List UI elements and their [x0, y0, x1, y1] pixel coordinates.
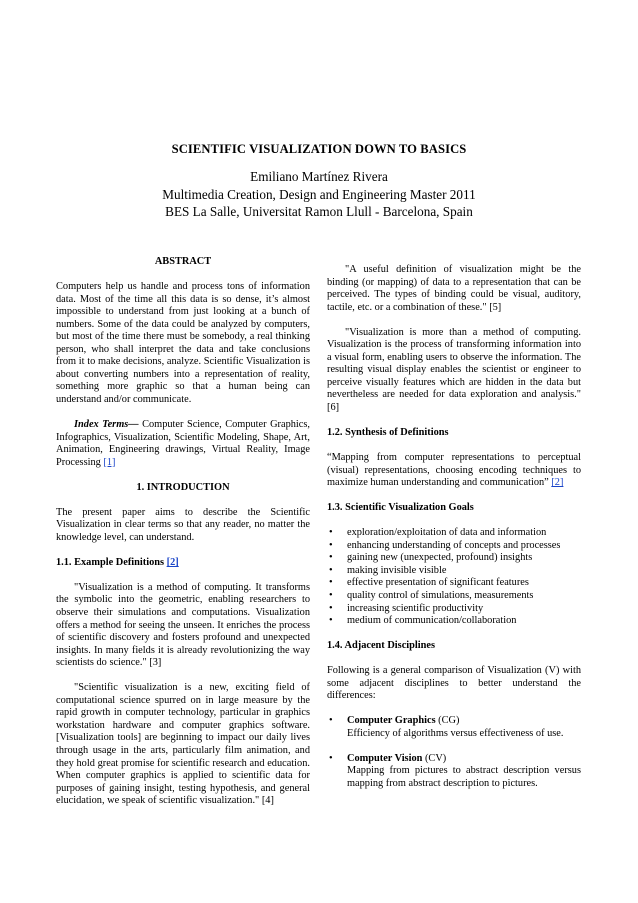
bullet-icon: • [329, 589, 333, 601]
discipline-term: Computer Graphics [347, 715, 436, 727]
citation-link-3[interactable]: [2] [551, 477, 564, 489]
definition-quote-2: "Scientific visualization is a new, exciting field of computational science spurred on in large measure by the rapid growth in computer technology, particular in graphics workstation hardware and computer graphics software. [Visualization tools] are beginning to impact our daily lives through usage in the arts, particularly film animation, and they hold great promise for scientific research and education. When computer graphics is applied to scientific data for purposes of gaining insight, testing hypothesis, and general elucidation, we speak of scientific visualization." [4] [56, 682, 310, 807]
list-item: • enhancing understanding of concepts and processes [329, 539, 561, 551]
left-column [56, 256, 310, 820]
section-1-2-heading: 1.2. Synthesis of Definitions [327, 427, 449, 439]
discipline-term: Computer Vision [347, 752, 423, 764]
index-terms-text: Computer Science, Computer Graphics, Infographics, Visualization, Scientific Modeling, Shape, Art, Animation, Engineering drawings, Virtual Reality, Image Processing [56, 419, 310, 468]
introduction-text: The present paper aims to describe the Scientific Visualization in clear terms so that any reader, no matter the knowledge level, can understand. [56, 506, 310, 543]
disciplines-list [327, 715, 581, 790]
synthesis-quote: “Mapping from computer representations to perceptual (visual) representations, choosing encoding techniques to maximize human understanding and communication” [327, 452, 581, 489]
section-1-1-heading [56, 557, 310, 570]
section-1-1-title: 1.1. Example Definitions [56, 556, 167, 568]
list-item [327, 753, 581, 791]
bullet-icon: • [329, 527, 333, 539]
author-program: Multimedia Creation, Design and Engineering Master 2011 [162, 186, 476, 202]
bullet-icon: • [329, 602, 333, 614]
paper-title: SCIENTIFIC VISUALIZATION DOWN TO BASICS [171, 142, 467, 156]
author-name: Emiliano Martínez Rivera [250, 169, 388, 184]
definition-quote-1: "Visualization is a method of computing. It transforms the symbolic into the geometric, enabling researchers to observe their simulations and computations. Visualization offers a method for seeing the unseen. It enriches the process of scientific discovery and fosters profound and unexpected insights. In many fields it is already revolutionizing the way scientists do science." [3] [56, 581, 310, 669]
list-item: • exploration/exploitation of data and information [329, 527, 547, 539]
section-1-3-heading: 1.3. Scientific Visualization Goals [327, 502, 474, 514]
author-affiliation: BES La Salle, Universitat Ramon Llull - Barcelona, Spain [165, 204, 473, 219]
discipline-description: Mapping from pictures to abstract description versus mapping from abstract description to pictures. [347, 765, 581, 789]
adjacent-disciplines-intro: Following is a general comparison of Visualization (V) with some adjacent disciplines to better understand the differences: [327, 665, 581, 702]
section-1-4-heading: 1.4. Adjacent Disciplines [327, 640, 436, 652]
introduction-heading: 1. INTRODUCTION [136, 481, 230, 493]
list-item: • medium of communication/collaboration [329, 615, 517, 627]
bullet-icon: • [329, 539, 333, 551]
bullet-icon: • [329, 564, 333, 576]
bullet-icon: • [329, 715, 333, 727]
goals-list [327, 527, 581, 627]
bullet-icon: • [329, 552, 333, 564]
discipline-abbr: (CG) [435, 715, 460, 727]
abstract-heading: ABSTRACT [154, 256, 212, 267]
definition-quote-4: "Visualization is more than a method of computing. Visualization is the process of transforming information into a visual form, enabling users to observe the information. The resulting visual display enables the scientist or engineer to perceive visually features which are hidden in the data but nevertheless are needed for data exploration and analysis." [6] [327, 326, 581, 413]
bullet-icon: • [329, 752, 333, 764]
discipline-abbr: (CV) [422, 752, 447, 764]
bullet-icon: • [329, 577, 333, 589]
citation-link-2[interactable]: [2] [166, 556, 179, 568]
list-item: • quality control of simulations, measurements [329, 589, 534, 601]
bullet-icon: • [329, 615, 333, 627]
discipline-description: Efficiency of algorithms versus effectiveness of use. [347, 727, 564, 739]
list-item: • gaining new (unexpected, profound) insights [329, 552, 533, 564]
citation-link-1[interactable]: [1] [103, 456, 116, 468]
right-column [327, 264, 581, 803]
list-item: • making invisible visible [329, 564, 447, 576]
synthesis-text [327, 452, 581, 490]
list-item: • increasing scientific productivity [329, 602, 484, 614]
index-terms [56, 419, 310, 469]
index-terms-label: Index Terms— [74, 419, 139, 431]
abstract-text: Computers help us handle and process tons of information data. Most of the time all this data is so dense, it’s almost impossible to understand from just looking at a bunch of numbers. Some of the data could be analyzed by computers, but most of the time there must be somebody, a real thinking person, who shall interpret the data and take conclusions from it to make decisions, analyze. Scientific Visualization is about converting numbers into a representation of reality, something more graphic so that a human being can understand and/or communicate. [56, 281, 310, 405]
list-item [327, 715, 581, 740]
author-block [0, 168, 638, 221]
definition-quote-3: "A useful definition of visualization might be the binding (or mapping) of data to a representation that can be perceived. The types of binding could be visual, auditory, tactile, etc. or a combination of these." [5] [327, 264, 581, 313]
list-item: • effective presentation of significant features [329, 577, 529, 589]
